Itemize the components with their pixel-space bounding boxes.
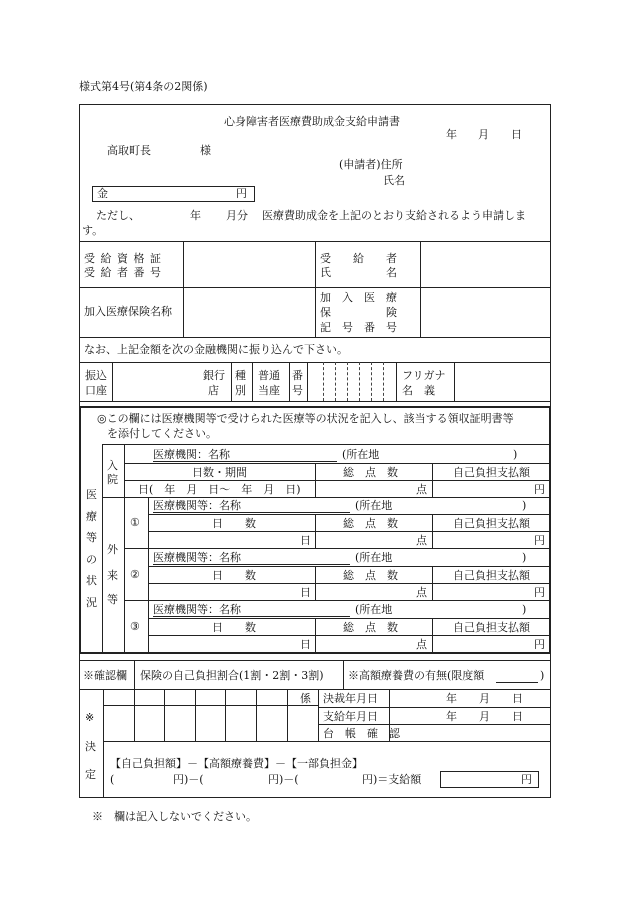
points-unit: 点 bbox=[416, 534, 427, 547]
yen-unit: 円 bbox=[534, 586, 545, 599]
amount-label: 金 bbox=[97, 187, 108, 200]
rule bbox=[124, 600, 550, 601]
days-header: 日 数 bbox=[212, 621, 256, 634]
self-pay-header: 自己負担支払額 bbox=[453, 466, 530, 479]
koza-label: 口座 bbox=[85, 384, 107, 397]
rule bbox=[432, 514, 433, 548]
decision-kome: ※ bbox=[85, 711, 95, 724]
rule bbox=[103, 741, 551, 742]
rule bbox=[195, 689, 196, 741]
statement-year: 年 bbox=[190, 209, 201, 222]
decision-month: 月 bbox=[479, 692, 490, 705]
side-char: 等 bbox=[86, 531, 97, 544]
yen-unit: 円 bbox=[534, 638, 545, 651]
insurance-name-label: 加入医療保険名称 bbox=[84, 305, 172, 318]
rule bbox=[420, 241, 421, 337]
insurance-symbol-label-3: 記 号 番 号 bbox=[320, 321, 397, 334]
inpatient-inst-name-label: 医療機関：名称 bbox=[153, 448, 230, 461]
type-label-2: 別 bbox=[235, 384, 246, 397]
outpatient-inst-name-field[interactable] bbox=[153, 616, 350, 617]
rule bbox=[79, 660, 551, 661]
outpatient-index: ③ bbox=[130, 620, 140, 633]
rule bbox=[315, 463, 316, 497]
rule bbox=[148, 635, 550, 636]
outpatient-inst-loc-label: (所在地 bbox=[355, 603, 393, 616]
rule bbox=[256, 689, 257, 741]
side-char: 療 bbox=[86, 509, 97, 523]
outpatient-inst-name-label: 医療機関等：名称 bbox=[153, 603, 241, 616]
rule bbox=[343, 660, 344, 689]
medical-side-label bbox=[86, 484, 98, 613]
furikomi-label: 振込 bbox=[85, 369, 107, 382]
bank-label: 銀行 bbox=[203, 369, 225, 382]
outpatient-inst-loc-close: ) bbox=[522, 551, 527, 564]
rule bbox=[315, 241, 316, 337]
form-number: 様式第4号(第4条の2関係) bbox=[79, 80, 208, 93]
rule bbox=[134, 689, 135, 741]
statement-end: す。 bbox=[82, 224, 104, 237]
rule bbox=[79, 406, 81, 654]
inpatient-inst-name-field[interactable] bbox=[153, 461, 337, 462]
formula-open: ( bbox=[110, 773, 115, 786]
medical-note-2: を添付してください。 bbox=[107, 427, 217, 440]
high-cost-label: ※高額療養費の有無(限度額 bbox=[348, 669, 485, 682]
formula-yen-2: 円)－( bbox=[268, 773, 299, 786]
account-holder-label: 名 義 bbox=[402, 384, 435, 397]
confirm-label: ※確認欄 bbox=[83, 669, 127, 682]
rule bbox=[432, 463, 433, 497]
days-unit: 日 bbox=[300, 638, 311, 651]
statement-body: 医療費助成金を上記のとおり支給されるよう申請しま bbox=[262, 209, 526, 222]
rule bbox=[112, 362, 113, 401]
rule bbox=[359, 362, 360, 401]
number-label-1: 番 bbox=[292, 369, 303, 382]
total-points-header: 総 点 数 bbox=[343, 517, 398, 530]
rule bbox=[148, 566, 550, 567]
self-pay-header: 自己負担支払額 bbox=[453, 621, 530, 634]
rule bbox=[103, 705, 318, 706]
outpatient-inst-loc-label: (所在地 bbox=[355, 551, 393, 564]
rule bbox=[148, 618, 550, 619]
rule bbox=[432, 618, 433, 652]
side-char: 況 bbox=[86, 595, 97, 609]
rule bbox=[318, 724, 551, 725]
inpatient-inst-loc-close: ) bbox=[513, 448, 518, 461]
formula-yen-1: 円)－( bbox=[173, 773, 204, 786]
outpatient-index: ① bbox=[130, 516, 140, 529]
total-points-header: 総 点 数 bbox=[343, 466, 398, 479]
recipient-name-label-2: 氏 名 bbox=[320, 266, 397, 279]
payment-formula: 【自己負担額】－【高額療養費】－【一部負担金】 bbox=[110, 757, 363, 770]
inpatient-inst-loc-label: (所在地 bbox=[342, 448, 380, 461]
total-points-header: 総 点 数 bbox=[343, 569, 398, 582]
rule bbox=[225, 689, 226, 741]
inpatient-label-1: 入 bbox=[107, 459, 118, 472]
type-label-1: 種 bbox=[235, 369, 246, 382]
rule bbox=[164, 689, 165, 741]
decision-date-label: 決裁年月日 bbox=[323, 692, 378, 705]
rule bbox=[79, 337, 551, 338]
decision-label-1: 決 bbox=[85, 740, 96, 753]
staff-label: 係 bbox=[300, 692, 311, 705]
addressee: 高取町長 bbox=[107, 144, 151, 157]
rule bbox=[79, 652, 551, 654]
frame-bottom bbox=[79, 797, 551, 798]
statement-month: 月分 bbox=[226, 209, 248, 222]
rule bbox=[231, 362, 232, 401]
rule bbox=[396, 362, 397, 401]
rule bbox=[315, 618, 316, 652]
insurance-symbol-label-2: 保 険 bbox=[320, 306, 397, 319]
rule bbox=[124, 480, 550, 481]
rule bbox=[287, 689, 288, 741]
outpatient-inst-loc-close: ) bbox=[522, 499, 527, 512]
outpatient-inst-name-label: 医療機関等：名称 bbox=[153, 499, 241, 512]
furigana-label: フリガナ bbox=[402, 369, 446, 382]
footer-note: ※ 欄は記入しないでください。 bbox=[92, 810, 257, 823]
inpatient-period: 日( 年 月 日～ 年 月 日) bbox=[138, 483, 301, 496]
medical-note-1: ◎この欄には医療機関等で受けられた医療等の状況を記入し、該当する領収証明書等 bbox=[97, 412, 514, 425]
applicant-name-label: 氏名 bbox=[383, 174, 405, 187]
number-label-2: 号 bbox=[292, 384, 303, 397]
days-unit: 日 bbox=[300, 534, 311, 547]
cert-label-1: 受 給 資 格 証 bbox=[84, 252, 162, 265]
rule bbox=[318, 689, 319, 741]
rule bbox=[252, 362, 253, 401]
payment-year: 年 bbox=[446, 710, 457, 723]
days-header: 日 数 bbox=[212, 569, 256, 582]
amount-box[interactable] bbox=[92, 186, 255, 202]
ledger-check-label: 台 帳 確 認 bbox=[323, 727, 400, 740]
rule bbox=[383, 362, 384, 401]
side-char: 医 bbox=[86, 488, 97, 501]
rule bbox=[371, 362, 372, 401]
burden-ratio-label: 保険の自己負担割合(1割・2割・3割) bbox=[140, 669, 324, 682]
rule bbox=[335, 362, 336, 401]
self-pay-header: 自己負担支払額 bbox=[453, 569, 530, 582]
rule bbox=[102, 444, 103, 652]
self-pay-header: 自己負担支払額 bbox=[453, 517, 530, 530]
rule bbox=[124, 463, 550, 464]
outpatient-label-3: 等 bbox=[107, 593, 118, 606]
rule bbox=[315, 514, 316, 548]
decision-label-2: 定 bbox=[85, 768, 96, 781]
rule bbox=[289, 362, 290, 401]
amount-unit: 円 bbox=[236, 187, 247, 200]
rule bbox=[124, 548, 550, 549]
date-year: 年 bbox=[446, 128, 457, 141]
inpatient-yen-unit: 円 bbox=[534, 483, 545, 496]
rule bbox=[307, 362, 308, 401]
applicant-address-label: (申請者)住所 bbox=[339, 158, 403, 171]
addressee-sama: 様 bbox=[200, 144, 211, 157]
outpatient-inst-name-label: 医療機関等：名称 bbox=[153, 551, 241, 564]
rule bbox=[148, 497, 149, 652]
rule bbox=[102, 444, 550, 445]
high-cost-close: ) bbox=[540, 669, 545, 682]
days-header: 日 数 bbox=[212, 517, 256, 530]
branch-label: 店 bbox=[208, 384, 219, 397]
formula-yen-3: 円)＝支給額 bbox=[362, 773, 422, 786]
rule bbox=[79, 401, 551, 402]
inpatient-point-unit: 点 bbox=[416, 483, 427, 496]
rule bbox=[347, 362, 348, 401]
rule bbox=[79, 406, 551, 408]
days-unit: 日 bbox=[300, 586, 311, 599]
side-char: の bbox=[86, 552, 97, 566]
date-month: 月 bbox=[478, 128, 489, 141]
form-title: 心身障害者医療費助成金支給申請書 bbox=[224, 115, 400, 128]
side-char: 状 bbox=[86, 574, 97, 587]
statement-lead: ただし、 bbox=[96, 209, 140, 222]
frame-top bbox=[79, 104, 551, 105]
limit-amount-field[interactable] bbox=[496, 682, 538, 683]
total-points-header: 総 点 数 bbox=[343, 621, 398, 634]
inpatient-label-2: 院 bbox=[107, 473, 118, 486]
rule bbox=[148, 514, 550, 515]
rule bbox=[454, 362, 455, 401]
rule bbox=[79, 362, 551, 363]
rule bbox=[183, 241, 184, 337]
points-unit: 点 bbox=[416, 586, 427, 599]
outpatient-label-1: 外 bbox=[107, 543, 118, 556]
outpatient-inst-name-field[interactable] bbox=[153, 564, 350, 565]
payment-date-label: 支給年月日 bbox=[323, 710, 378, 723]
recipient-name-label-1: 受 給 者 bbox=[320, 252, 397, 265]
decision-year: 年 bbox=[446, 692, 457, 705]
decision-day: 日 bbox=[512, 692, 523, 705]
payment-month: 月 bbox=[479, 710, 490, 723]
rule bbox=[148, 531, 550, 532]
rule bbox=[315, 566, 316, 600]
outpatient-inst-name-field[interactable] bbox=[153, 512, 350, 513]
rule bbox=[432, 566, 433, 600]
rule bbox=[102, 497, 550, 498]
account-type-touza[interactable]: 当座 bbox=[258, 384, 280, 397]
yen-unit: 円 bbox=[534, 534, 545, 547]
rule bbox=[79, 689, 551, 690]
points-unit: 点 bbox=[416, 638, 427, 651]
outpatient-index: ② bbox=[130, 568, 140, 581]
rule bbox=[323, 362, 324, 401]
payment-amount-unit: 円 bbox=[521, 773, 532, 786]
days-period-header: 日数・期間 bbox=[192, 466, 247, 479]
outpatient-inst-loc-close: ) bbox=[522, 603, 527, 616]
insurance-symbol-label-1: 加 入 医 療 bbox=[320, 291, 397, 304]
rule bbox=[148, 583, 550, 584]
payment-day: 日 bbox=[512, 710, 523, 723]
rule bbox=[318, 707, 551, 708]
bank-note: なお、上記金額を次の金融機関に振り込んで下さい。 bbox=[84, 343, 348, 356]
cert-label-2: 受 給 者 番 号 bbox=[84, 266, 162, 279]
outpatient-inst-loc-label: (所在地 bbox=[355, 499, 393, 512]
rule bbox=[134, 660, 135, 689]
date-day: 日 bbox=[511, 128, 522, 141]
outpatient-label-2: 来 bbox=[107, 569, 118, 582]
account-type-futsu[interactable]: 普通 bbox=[258, 369, 280, 382]
